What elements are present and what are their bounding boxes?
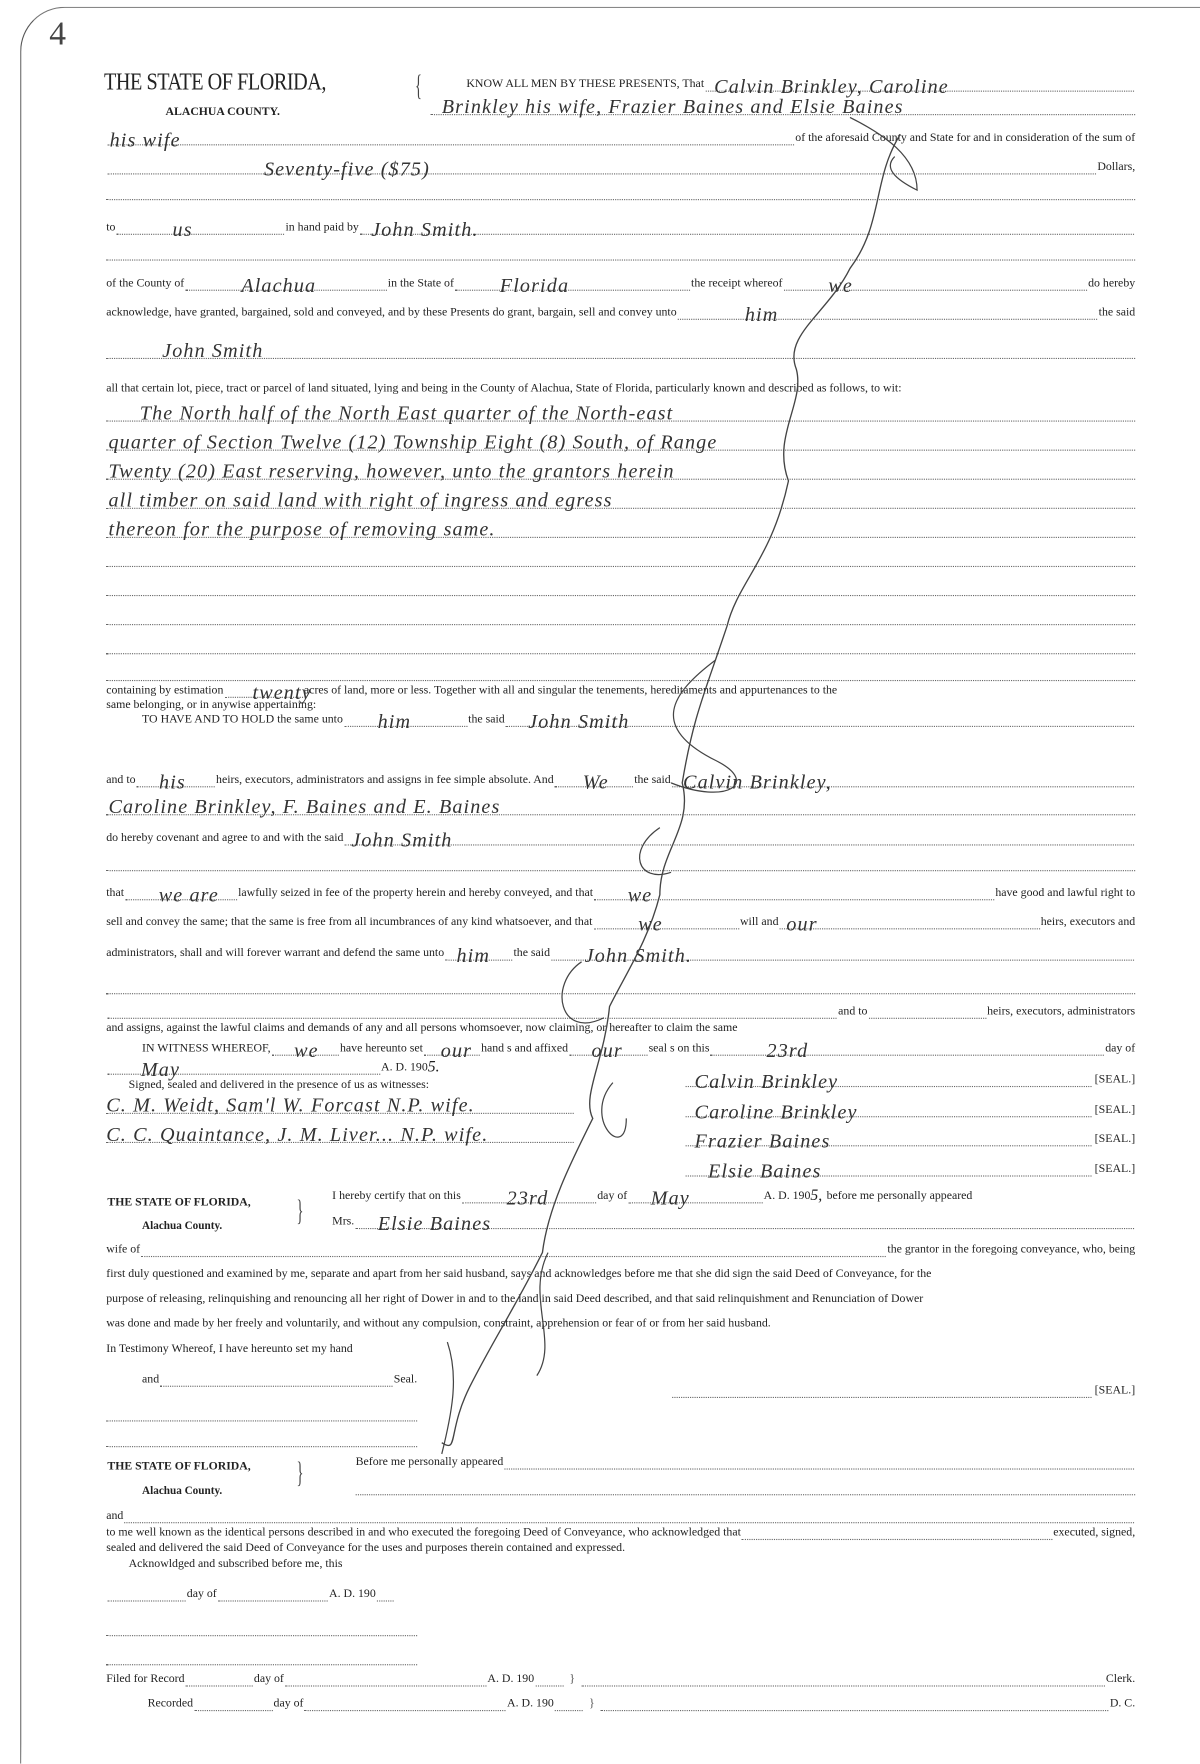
sum-row xyxy=(106,157,1136,181)
heirs-text: heirs, executors, administrators and assigns in fee simple absolute. And xyxy=(216,773,554,787)
county-value: Alachua xyxy=(241,274,317,297)
set-label: have hereunto set xyxy=(339,1042,423,1055)
seal-label: [SEAL.] xyxy=(1094,1103,1136,1117)
dc-label: D. C. xyxy=(1109,1697,1136,1711)
receipt-label: the receipt whereof xyxy=(691,277,783,290)
whereof-value: we xyxy=(294,1038,319,1062)
said-label: the said xyxy=(634,773,671,787)
covenant-value: John Smith xyxy=(351,828,453,852)
blank-line xyxy=(106,575,1135,596)
do-hereby-label: do hereby xyxy=(1088,277,1136,290)
witness-day-value: 23rd xyxy=(766,1038,809,1062)
seized-text: lawfully seized in fee of the property herein and hereby conveyed, and that xyxy=(238,886,594,900)
wife-of-row xyxy=(106,1241,1135,1257)
blank-line xyxy=(106,1644,417,1665)
brace: { xyxy=(415,69,423,102)
witness-signature: C. M. Weidt, Sam'l W. Forcast N.P. wife. xyxy=(106,1093,475,1117)
testimony-text: In Testimony Whereof, I have hereunto set my hand xyxy=(106,1343,353,1356)
that-label: that xyxy=(106,886,125,900)
to-have-label: TO HAVE AND TO HOLD the same unto xyxy=(142,713,343,726)
that-value: we are xyxy=(158,883,219,906)
signed-row xyxy=(129,1077,574,1093)
ad-label: A. D. 190 xyxy=(487,1673,535,1686)
dower-month-value: May xyxy=(650,1186,690,1209)
state-value: Florida xyxy=(499,274,570,297)
dower-para xyxy=(106,1291,1135,1307)
covenant-text: do hereby covenant and agree to and with the said xyxy=(106,832,344,845)
mrs-value: Elsie Baines xyxy=(377,1212,492,1235)
day-of-label: day of xyxy=(186,1588,217,1601)
brace: } xyxy=(588,1697,595,1711)
seized-value: we xyxy=(627,883,653,906)
seal-word: Seal. xyxy=(393,1373,418,1386)
certify-row xyxy=(332,1186,1135,1209)
blank-line xyxy=(106,660,1135,681)
description-line xyxy=(106,488,1135,512)
witness-date-row xyxy=(106,1058,440,1081)
acknowledge-text: acknowledge, have granted, bargained, sold and conveyed, and by these Presents do grant, bargain, sell and convey unto xyxy=(106,306,677,319)
clerk-label: Clerk. xyxy=(1105,1673,1136,1686)
know-all-row xyxy=(466,74,1135,98)
signed-text: Signed, sealed and delivered in the presence of us as witnesses: xyxy=(128,1079,430,1092)
description-line xyxy=(106,400,1135,424)
description-text: all timber on said land with right of ingress and egress xyxy=(108,488,613,512)
sell-row xyxy=(106,912,1136,935)
filed-row xyxy=(106,1671,1135,1687)
brace: } xyxy=(296,1194,304,1227)
and-to-label: and to xyxy=(106,773,136,787)
dower-para-line: purpose of releasing, relinquishing and renouncing all her right of Dower in and to the land in said Deed described, and that said relinquishment and Renunciation of Dower xyxy=(106,1292,924,1306)
and-to-label-2: and to xyxy=(838,1005,868,1018)
seal-on-label: seal s on this xyxy=(648,1042,710,1055)
ack-text: Acknowldged and subscribed before me, this xyxy=(128,1557,343,1571)
grantors-2: Brinkley his wife, Frazier Baines and Elsie Baines xyxy=(441,95,904,118)
and-label: and xyxy=(142,1373,160,1386)
ad-label: A. D. 190 xyxy=(507,1697,554,1711)
witness-whereof-label: IN WITNESS WHEREOF, xyxy=(142,1042,271,1055)
sell-value: we xyxy=(638,912,663,935)
acknowledge-row xyxy=(106,303,1136,326)
and-value: We xyxy=(582,770,609,793)
grantor-signature: Elsie Baines xyxy=(707,1159,822,1183)
have-said-label: the said xyxy=(468,713,505,726)
and-label: and xyxy=(106,1509,124,1523)
covenant-row xyxy=(106,828,1135,852)
signature-row xyxy=(684,1100,1136,1123)
have-name-value: John Smith xyxy=(528,710,630,733)
description-text: The North half of the North East quarter of the North-east xyxy=(139,401,674,424)
before-text: before me personally appeared xyxy=(826,1189,973,1203)
ack-state-title: THE STATE OF FLORIDA, xyxy=(107,1460,251,1473)
testimony-row xyxy=(106,1341,1135,1357)
description-line xyxy=(106,517,1135,541)
aforesaid-row xyxy=(106,128,1136,151)
filed-label: Filed for Record xyxy=(106,1673,185,1686)
grantor-signature: Frazier Baines xyxy=(694,1129,831,1152)
to-have-row xyxy=(142,710,1135,733)
officer-seal-row xyxy=(671,1382,1135,1398)
admins-said-label: the said xyxy=(513,947,551,960)
day-of-label: day of xyxy=(273,1697,304,1711)
and-to-row xyxy=(106,1003,1135,1019)
will-and-label: will and xyxy=(739,915,779,929)
blank-line xyxy=(356,1474,1136,1495)
page-number: 4 xyxy=(49,15,66,53)
ack-text: sealed and delivered the said Deed of Conveyance for the uses and purposes therein contained and expressed. xyxy=(106,1542,626,1555)
description-text: Twenty (20) East reserving, however, unto the grantors herein xyxy=(108,459,675,483)
mrs-row xyxy=(332,1212,1135,1235)
acres-value: twenty xyxy=(252,681,312,704)
ack-text: to me well known as the identical persons described in and who executed the foregoing Deed of Conveyance, who acknowledged that xyxy=(106,1526,741,1539)
grantors-line-2 xyxy=(431,94,1136,118)
blank-line xyxy=(106,850,1135,871)
dower-para-line: was done and made by her freely and voluntarily, and without any compulsion, constraint, apprehension or fear of or from her said husband. xyxy=(106,1317,771,1330)
seal-label: [SEAL.] xyxy=(1094,1163,1136,1176)
dollars-label: Dollars, xyxy=(1097,161,1136,174)
admins-text: administrators, shall and will forever warrant and defend the same unto xyxy=(106,947,445,960)
wife-of-label: wife of xyxy=(106,1243,141,1256)
recorded-label: Recorded xyxy=(147,1697,194,1711)
ad-label: A. D. 190 xyxy=(381,1061,428,1074)
admins-value: him xyxy=(456,943,490,967)
grantors-1: Calvin Brinkley, Caroline xyxy=(714,74,949,98)
affixed-value: our xyxy=(591,1038,623,1062)
dower-county-title: Alachua County. xyxy=(142,1220,223,1233)
and-to-value: his xyxy=(159,770,186,793)
blank-line xyxy=(106,546,1135,567)
heirs-text-2: heirs, executors, administrators xyxy=(987,1005,1136,1018)
grantee-value: John Smith xyxy=(162,338,264,362)
hand-label: hand s and affixed xyxy=(481,1042,569,1055)
description-text: thereon for the purpose of removing same. xyxy=(108,517,496,541)
recorded-row xyxy=(148,1695,1136,1711)
ack-line-2 xyxy=(106,1540,1135,1556)
county-title: ALACHUA COUNTY. xyxy=(165,106,280,119)
grantors-repeat-line xyxy=(106,794,1135,818)
in-state-label: in the State of xyxy=(387,277,454,290)
description-line xyxy=(106,429,1135,453)
blank-line xyxy=(106,633,1135,654)
seal-label: [SEAL.] xyxy=(1094,1132,1136,1146)
ack-county-title: Alachua County. xyxy=(142,1485,223,1498)
sum-value: Seventy-five ($75) xyxy=(263,157,430,181)
blank-line xyxy=(106,1426,417,1447)
have-value: him xyxy=(377,710,412,733)
set-value: our xyxy=(440,1038,473,1062)
all-that-row xyxy=(106,380,1135,396)
ack-line-1 xyxy=(106,1524,1135,1540)
county-row xyxy=(106,274,1136,297)
acres-text: acres of land, more or less. Together with all and singular the tenements, hereditaments and appurtenances to the xyxy=(303,684,838,697)
admins-row xyxy=(106,943,1135,967)
description-text: quarter of Section Twelve (12) Township Eight (8) South, of Range xyxy=(108,430,718,453)
grantor-signature: Calvin Brinkley xyxy=(694,1070,839,1093)
brace: } xyxy=(569,1673,576,1686)
grantee-line xyxy=(106,338,1135,362)
of-county-label: of the County of xyxy=(106,277,185,290)
state-title: THE STATE OF FLORIDA, xyxy=(104,67,326,96)
dower-state-title: THE STATE OF FLORIDA, xyxy=(107,1196,251,1209)
grantor-text: the grantor in the foregoing conveyance, who, being xyxy=(887,1243,1136,1256)
signature-row xyxy=(684,1070,1136,1093)
day-of-label: day of xyxy=(597,1189,628,1203)
brace: } xyxy=(296,1456,304,1489)
dower-para xyxy=(106,1266,1135,1282)
witness-month-value: May xyxy=(140,1058,181,1081)
grantors-repeat: Caroline Brinkley, F. Baines and E. Baines xyxy=(108,795,501,818)
description-line xyxy=(106,459,1135,483)
assigns-row xyxy=(106,1020,1135,1036)
day-of-label: day of xyxy=(1105,1042,1136,1055)
good-right-text: have good and lawful right to xyxy=(995,886,1136,900)
dower-para-line: first duly questioned and examined by me, separate and apart from her said husband, says and acknowledges before me that she did sign the said Deed of Conveyance, for the xyxy=(106,1268,932,1281)
admins-name-value: John Smith. xyxy=(584,943,693,967)
blank-line xyxy=(106,604,1135,625)
to-label: to xyxy=(106,221,116,234)
executed-text: executed, signed, xyxy=(1053,1526,1136,1539)
blank-line xyxy=(106,1615,417,1636)
belonging-text: same belonging, or in anywise appertaining: xyxy=(106,699,317,712)
to-value: us xyxy=(172,218,193,241)
ad-label: A. D. 190 xyxy=(763,1189,811,1203)
before-text: Before me personally appeared xyxy=(355,1456,504,1469)
signature-row xyxy=(684,1159,1136,1183)
paid-by-label: in hand paid by xyxy=(285,221,359,234)
dower-para xyxy=(106,1315,1135,1331)
ack-date-row xyxy=(106,1586,395,1602)
unto-value: him xyxy=(744,303,779,326)
blank-line xyxy=(106,1400,417,1421)
witness-year-value: 5. xyxy=(427,1059,440,1076)
grantors-3: his wife xyxy=(109,128,181,151)
seal-label: [SEAL.] xyxy=(1094,1384,1136,1397)
all-that-text: all that certain lot, piece, tract or parcel of land situated, lying and being in the County of Alachua, State of Florida, particularly known and described as follows, to wit: xyxy=(106,382,902,395)
seal-label: [SEAL.] xyxy=(1094,1073,1136,1086)
payer-value: John Smith. xyxy=(371,218,479,241)
receipt-value: we xyxy=(828,274,853,297)
witness-signature: C. C. Quaintance, J. M. Liver... N.P. wife. xyxy=(106,1122,489,1146)
seal-row xyxy=(142,1371,417,1387)
the-said-label: the said xyxy=(1098,306,1136,319)
sell-text: sell and convey the same; that the same is free from all incumbrances of any kind whatsoever, and that xyxy=(106,915,593,929)
seized-row xyxy=(106,883,1136,906)
assigns-text: and assigns, against the lawful claims and demands of any and all persons whomsoever, now claiming, or hereafter to claim the same xyxy=(106,1022,738,1035)
day-of-label: day of xyxy=(253,1673,284,1686)
blank-line xyxy=(106,179,1135,200)
dower-day-value: 23rd xyxy=(506,1186,549,1209)
ack-line-3 xyxy=(129,1556,1136,1572)
witness-row xyxy=(142,1038,1136,1062)
heirs-exec-text: heirs, executors and xyxy=(1040,915,1136,929)
certify-text: I hereby certify that on this xyxy=(332,1189,461,1203)
ad-label: A. D. 190 xyxy=(329,1588,376,1601)
know-all-text: KNOW ALL MEN BY THESE PRESENTS, That xyxy=(466,78,705,91)
before-row xyxy=(356,1454,1136,1470)
witness-line xyxy=(106,1093,573,1117)
said-value: Calvin Brinkley, xyxy=(683,770,832,793)
paid-row xyxy=(106,218,1135,241)
dower-year-value: 5, xyxy=(810,1187,823,1205)
blank-line xyxy=(106,973,1135,994)
mrs-label: Mrs. xyxy=(332,1215,355,1229)
will-value: our xyxy=(786,912,818,935)
containing-row xyxy=(106,681,1135,704)
ack-and-row xyxy=(106,1508,1135,1524)
containing-label: containing by estimation xyxy=(106,684,224,697)
witness-line xyxy=(106,1122,573,1146)
aforesaid-text: of the aforesaid County and State for and in consideration of the sum of xyxy=(795,131,1136,145)
heirs-row xyxy=(106,770,1135,793)
grantor-signature: Caroline Brinkley xyxy=(694,1100,858,1123)
blank-line xyxy=(106,239,1135,260)
signature-row xyxy=(684,1129,1136,1152)
